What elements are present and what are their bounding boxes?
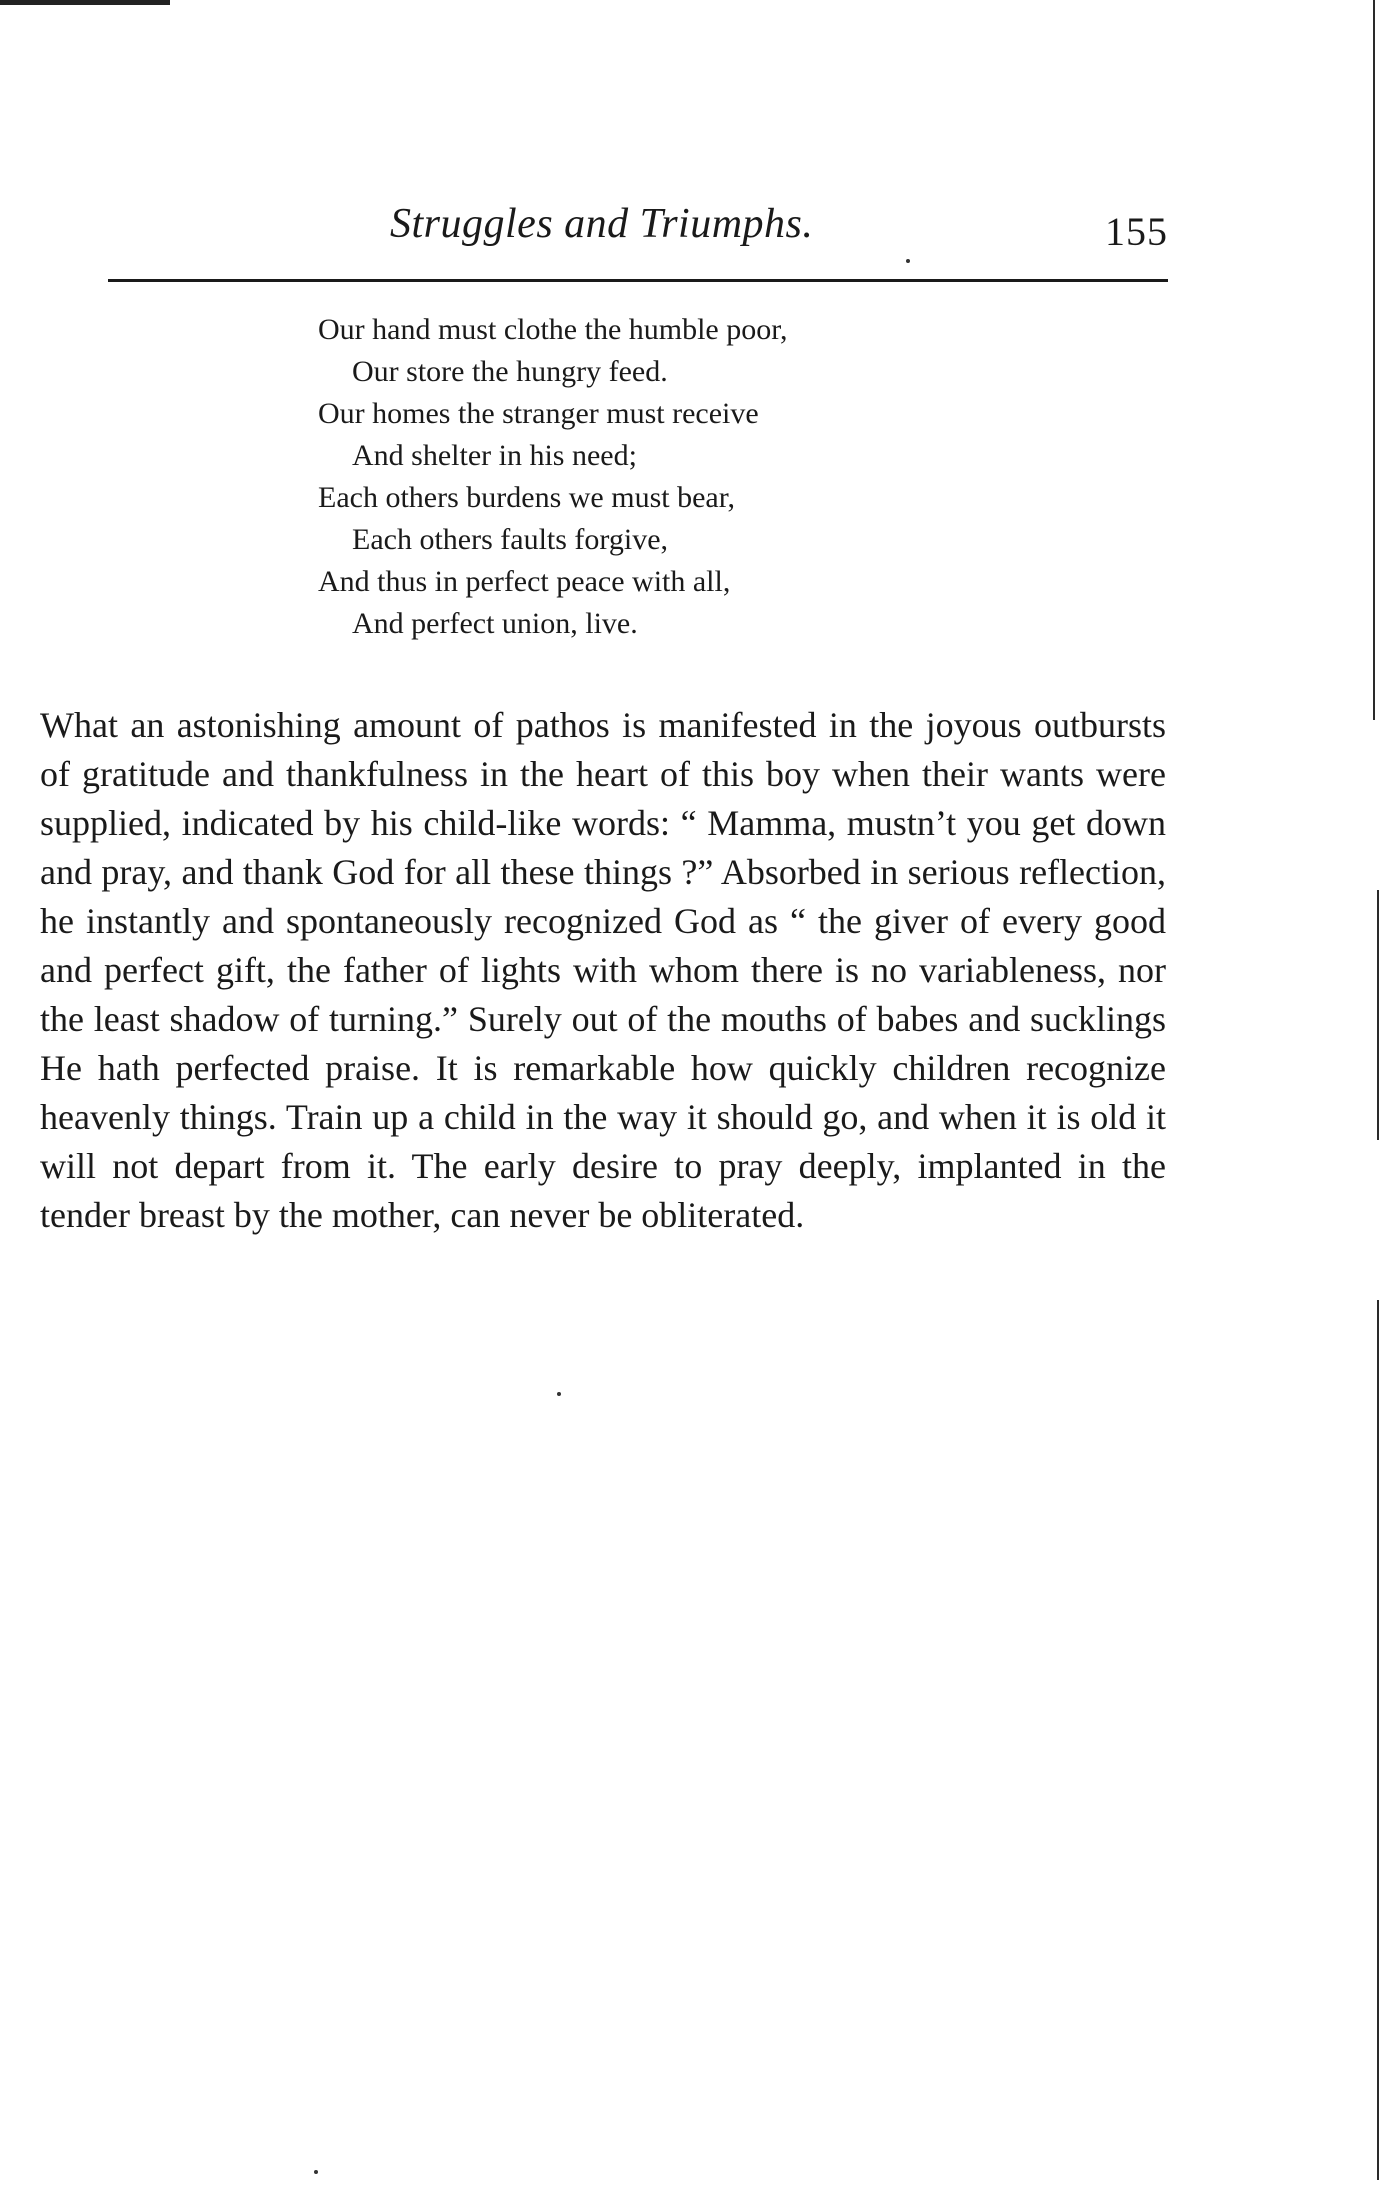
header-rule [108,279,1168,282]
verse-line: Each others burdens we must bear, [318,481,735,514]
body-paragraph: What an astonishing amount of pathos is manifested in the joyous outbursts of gratitude and thankfulness in the heart of this boy when their wants were supplied, indicated by his child-like words: “ Mamma, mustn’t you get down and pray, and thank God for all these things ?” Absorbed in serious reflection, he instantly and spontaneously recognized God as “ the giver of every good and perfect gift, the father of lights with whom there is no variableness, nor the least shadow of turning.” Surely out of the mouths of babes and sucklings He hath perfected praise. It is remarkable how quickly children recognize heavenly things. Train up a child in the way it should go, and when it is old it will not depart from it. The early desire to pray deeply, implanted in the tender breast by the mother, can never be obliterated. [40,705,1166,1235]
verse-line: And perfect union, live. [352,607,638,640]
verse-line: Our homes the stranger must receive [318,397,759,430]
verse-line: And shelter in his need; [352,439,637,472]
scan-gutter-line [1377,1300,1379,2180]
scan-speck [557,1392,561,1396]
page-number: 155 [1105,209,1168,254]
verse-line: Each others faults forgive, [352,523,669,556]
running-title: Struggles and Triumphs. [390,201,814,247]
scan-edge-top [0,0,170,5]
scan-gutter-line [1373,0,1375,720]
verse-line: And thus in perfect peace with all, [318,565,731,598]
verse-line: Our hand must clothe the humble poor, [318,313,788,346]
scan-speck [906,259,910,263]
verse-stanza [318,309,788,645]
scan-gutter-line [1377,890,1379,1140]
verse-line: Our store the hungry feed. [352,355,668,388]
scan-speck [314,2170,318,2174]
